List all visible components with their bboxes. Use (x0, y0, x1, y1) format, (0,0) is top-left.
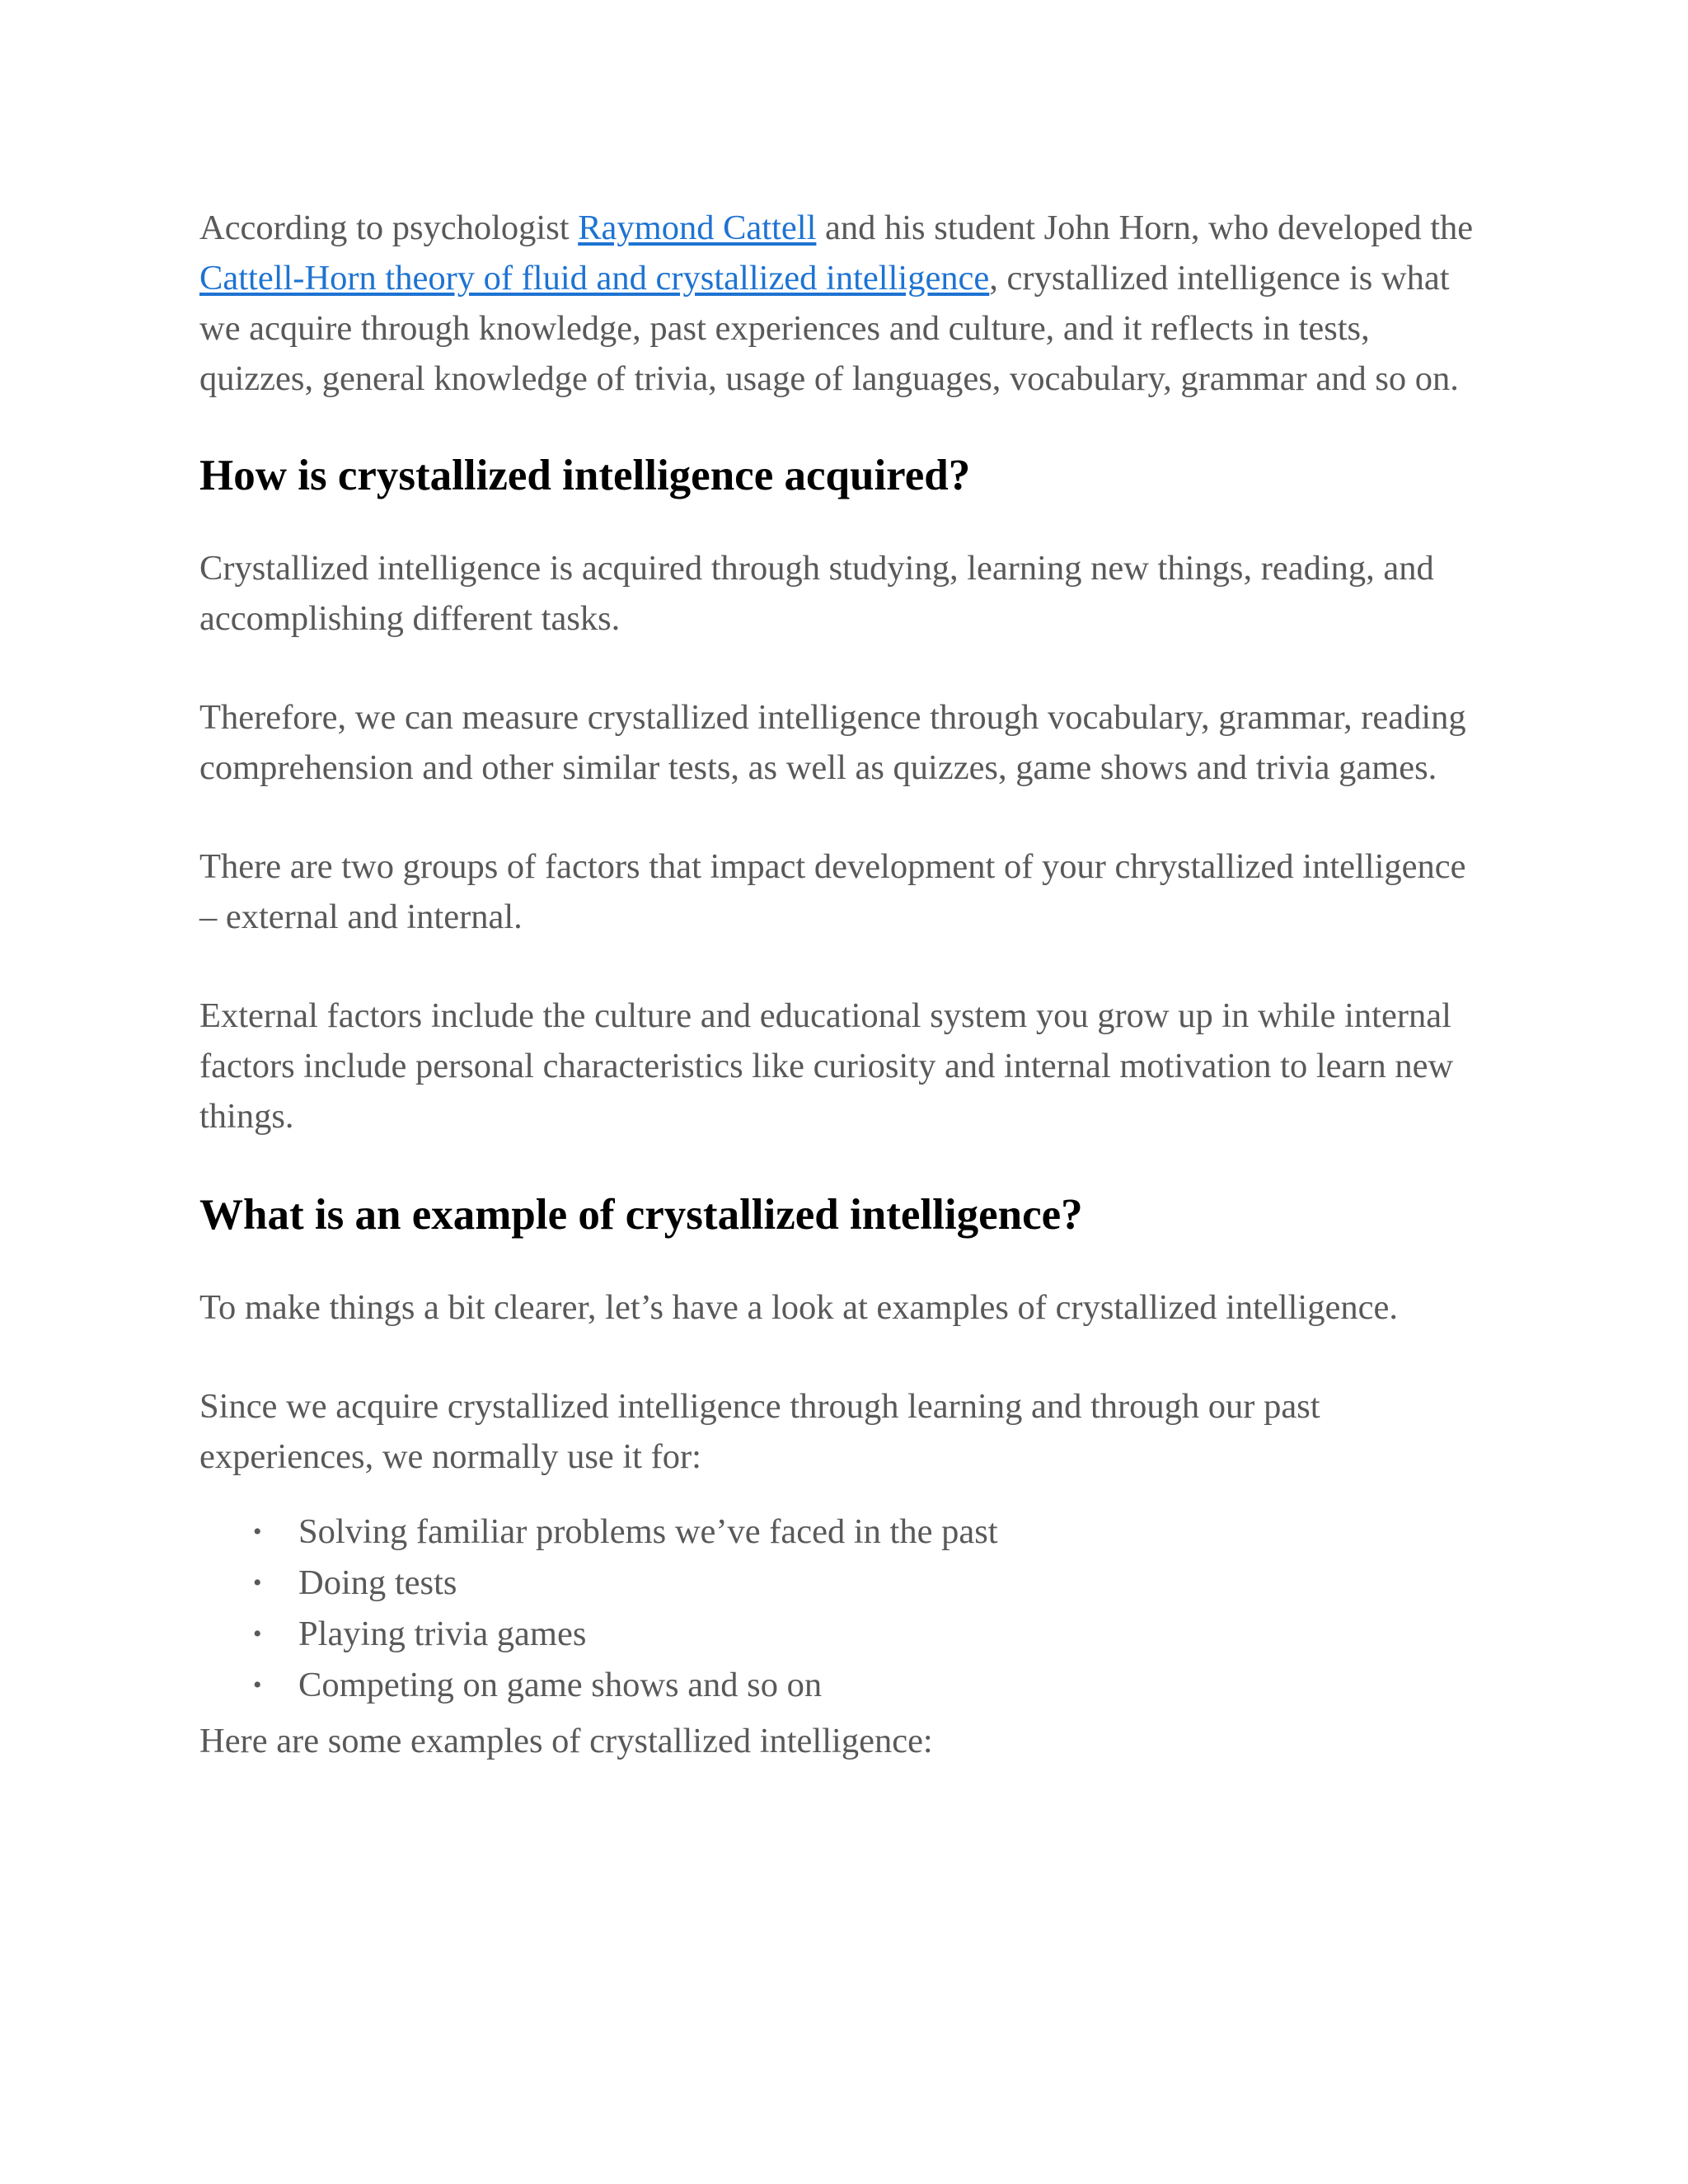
paragraph-external-factors: External factors include the culture and educational system you grow up in while internal factors include personal characteristics like curiosity and internal motivation to learn new things. (199, 996, 1454, 1136)
raymond-cattell-link[interactable]: Raymond Cattell (578, 209, 817, 247)
bullet-icon: • (253, 1620, 262, 1647)
list-item (199, 1609, 1485, 1660)
paragraph-measure: Therefore, we can measure crystallized intelligence through vocabulary, grammar, reading comprehension and other similar tests, as well as quizzes, game shows and trivia games. (199, 698, 1466, 787)
bullet-icon: • (253, 1671, 262, 1699)
list-item-text: Doing tests (298, 1563, 457, 1602)
intro-paragraph (199, 203, 1485, 404)
paragraph-acquired-through: Crystallized intelligence is acquired through studying, learning new things, reading, and accomplishing different tasks. (199, 549, 1434, 638)
list-item-text: Competing on game shows and so on (298, 1666, 823, 1704)
list-item-text: Solving familiar problems we’ve faced in the past (298, 1512, 998, 1551)
paragraph-since-we-acquire: Since we acquire crystallized intelligence through learning and through our past experiences, we normally use it for: (199, 1387, 1320, 1476)
list-item (199, 1660, 1485, 1711)
section-heading-example: What is an example of crystallized intelligence? (199, 1191, 1083, 1239)
uses-list (199, 1507, 1485, 1711)
list-item-text: Playing trivia games (298, 1615, 587, 1653)
list-item (199, 1507, 1485, 1558)
cattell-horn-theory-link[interactable]: Cattell-Horn theory of fluid and crystallized intelligence (199, 259, 990, 298)
list-item (199, 1558, 1485, 1609)
article-body (199, 203, 1485, 1766)
paragraph-make-clearer: To make things a bit clearer, let’s have a look at examples of crystallized intelligence. (199, 1288, 1398, 1327)
intro-text-2: and his student John Horn, who developed the (816, 209, 1474, 247)
intro-text-1: According to psychologist (199, 209, 579, 247)
paragraph-examples-intro: Here are some examples of crystallized intelligence: (199, 1722, 933, 1760)
paragraph-two-groups: There are two groups of factors that impact development of your chrystallized intelligence – external and internal. (199, 847, 1466, 936)
bullet-icon: • (253, 1518, 262, 1545)
bullet-icon: • (253, 1569, 262, 1596)
intro-text-3: , crystallized intelligence is what we acquire through knowledge, past experiences and culture, and it reflects in tests, quizzes, general knowledge of trivia, usage of languages, vocabulary, grammar and so on. (199, 259, 1459, 398)
section-heading-acquired: How is crystallized intelligence acquired? (199, 452, 971, 499)
